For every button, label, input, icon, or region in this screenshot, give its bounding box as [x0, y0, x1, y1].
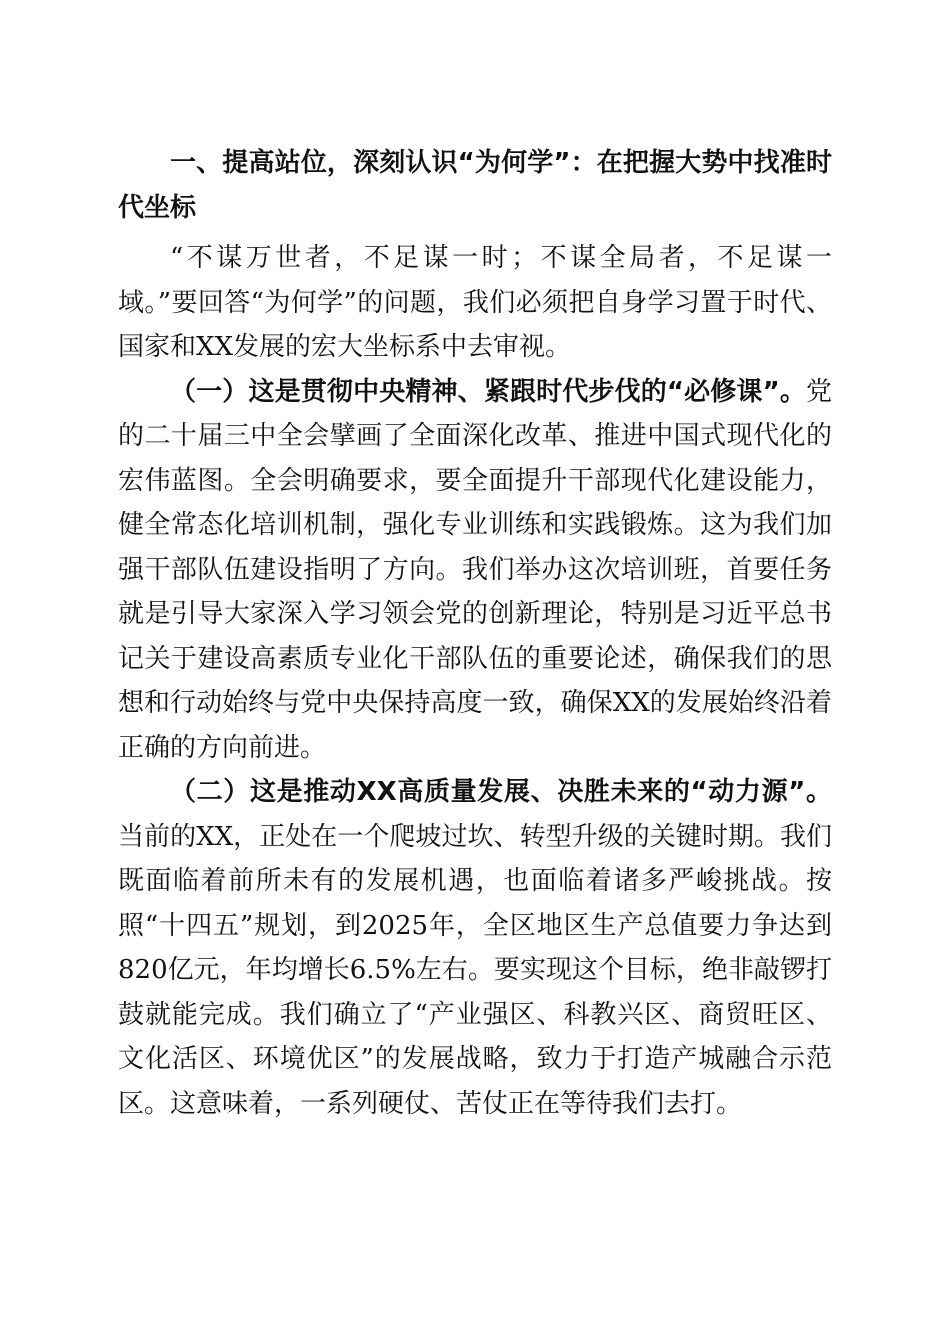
intro-paragraph: [118, 236, 832, 370]
subsection-one-heading: （一）这是贯彻中央精神、紧跟时代步伐的“必修课”。: [170, 376, 806, 407]
document-page: [118, 138, 832, 1126]
subsection-two-paragraph: [118, 770, 832, 1126]
paragraph-text: 党的二十届三中全会擘画了全面深化改革、推进中国式现代化的宏伟蓝图。全会明确要求，要全面提升干部现代化建设能力，健全常态化培训机制，强化专业训练和实践锻炼。这为我们加强干部队伍建设指明了方向。我们举办这次培训班，首要任务就是引导大家深入学习领会党的创新理论，特别是习近平总书记关于建设高素质专业化干部队伍的重要论述，确保我们的思想和行动始终与党中央保持高度一致，确保XX的发展始终沿着正确的方向前进。: [118, 376, 832, 763]
section-heading: 一、提高站位，深刻认识“为何学”：在把握大势中找准时代坐标: [118, 148, 832, 223]
subsection-one-paragraph: [118, 370, 832, 771]
paragraph-text: “不谋万世者，不足谋一时；不谋全局者，不足谋一域。”要回答“为何学”的问题，我们必须把自身学习置于时代、国家和XX发展的宏大坐标系中去审视。: [118, 243, 832, 362]
paragraph-text: 当前的XX，正处在一个爬坡过坎、转型升级的关键时期。我们既面临着前所未有的发展机遇，也面临着诸多严峻挑战。按照“十四五”规划，到2025年，全区地区生产总值要力争达到820亿元，年均增长6.5%左右。要实现这个目标，绝非敲锣打鼓就能完成。我们确立了“产业强区、科教兴区、商贸旺区、文化活区、环境优区”的发展战略，致力于打造产城融合示范区。这意味着，一系列硬仗、苦仗正在等待我们去打。: [118, 821, 832, 1119]
subsection-two-heading: （二）这是推动XX高质量发展、决胜未来的“动力源”。: [170, 777, 832, 807]
